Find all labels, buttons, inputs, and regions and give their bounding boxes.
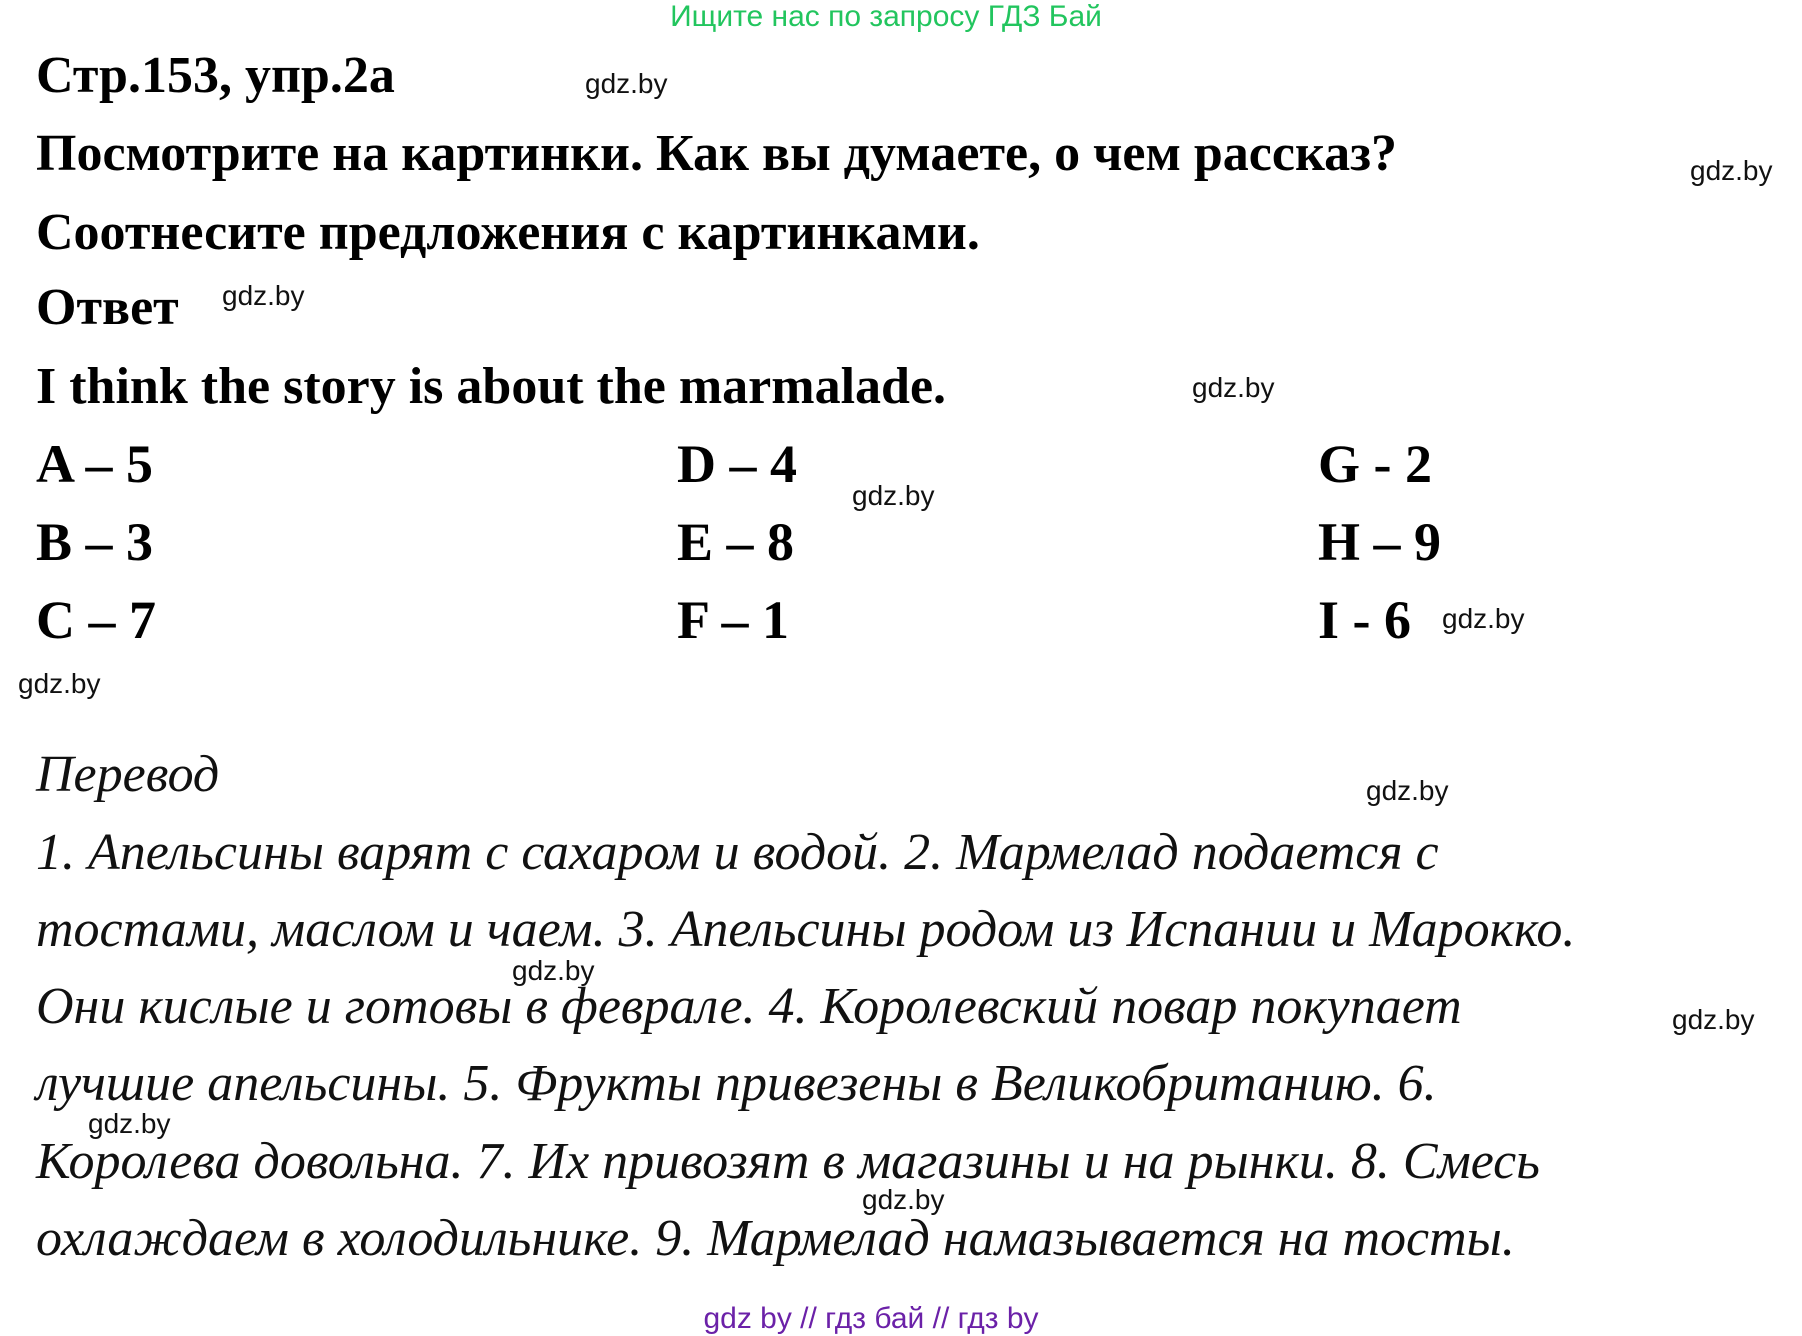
task-line-1: Посмотрите на картинки. Как вы думаете, о чем рассказ? [36, 125, 1398, 182]
match-h: H – 9 [1318, 512, 1442, 572]
watermark: gdz.by [1690, 155, 1773, 186]
translation-line-1: 1. Апельсины варят с сахаром и водой. 2. Мармелад подается с [36, 824, 1439, 881]
match-g: G - 2 [1318, 434, 1432, 494]
match-e: E – 8 [677, 512, 795, 572]
watermark: gdz.by [1366, 775, 1449, 806]
translation-line-3: Они кислые и готовы в феврале. 4. Королевский повар покупает [36, 978, 1462, 1035]
translation-line-6: охлаждаем в холодильнике. 9. Мармелад намазывается на тосты. [36, 1210, 1515, 1267]
watermark: gdz.by [88, 1108, 171, 1139]
translation-line-5: Королева довольна. 7. Их привозят в магазины и на рынки. 8. Смесь [36, 1133, 1540, 1190]
translation-heading: Перевод [36, 746, 220, 803]
watermark: gdz.by [1192, 372, 1275, 403]
match-c: C – 7 [36, 590, 156, 650]
watermark: gdz.by [1672, 1004, 1755, 1035]
watermark: gdz.by [18, 668, 101, 699]
footer-links[interactable]: gdz by // гдз бай // гдз by [703, 1302, 1039, 1335]
exercise-reference: Стр.153, упр.2а [36, 47, 395, 104]
match-i: I - 6 [1318, 590, 1411, 650]
answer-sentence: I think the story is about the marmalade. [36, 358, 947, 415]
watermark: gdz.by [862, 1184, 945, 1215]
translation-line-2: тостами, маслом и чаем. 3. Апельсины родом из Испании и Марокко. [36, 901, 1576, 958]
answer-heading: Ответ [36, 279, 179, 336]
top-banner[interactable]: Ищите нас по запросу ГДЗ Бай [670, 0, 1102, 33]
match-d: D – 4 [677, 434, 797, 494]
watermark: gdz.by [1442, 603, 1525, 634]
match-b: B – 3 [36, 512, 154, 572]
translation-line-4: лучшие апельсины. 5. Фрукты привезены в Великобританию. 6. [36, 1055, 1437, 1112]
match-a: A – 5 [36, 434, 154, 494]
watermark: gdz.by [585, 68, 668, 99]
task-line-2: Соотнесите предложения с картинками. [36, 204, 980, 261]
watermark: gdz.by [852, 480, 935, 511]
watermark: gdz.by [512, 955, 595, 986]
watermark: gdz.by [222, 280, 305, 311]
match-f: F – 1 [677, 590, 789, 650]
